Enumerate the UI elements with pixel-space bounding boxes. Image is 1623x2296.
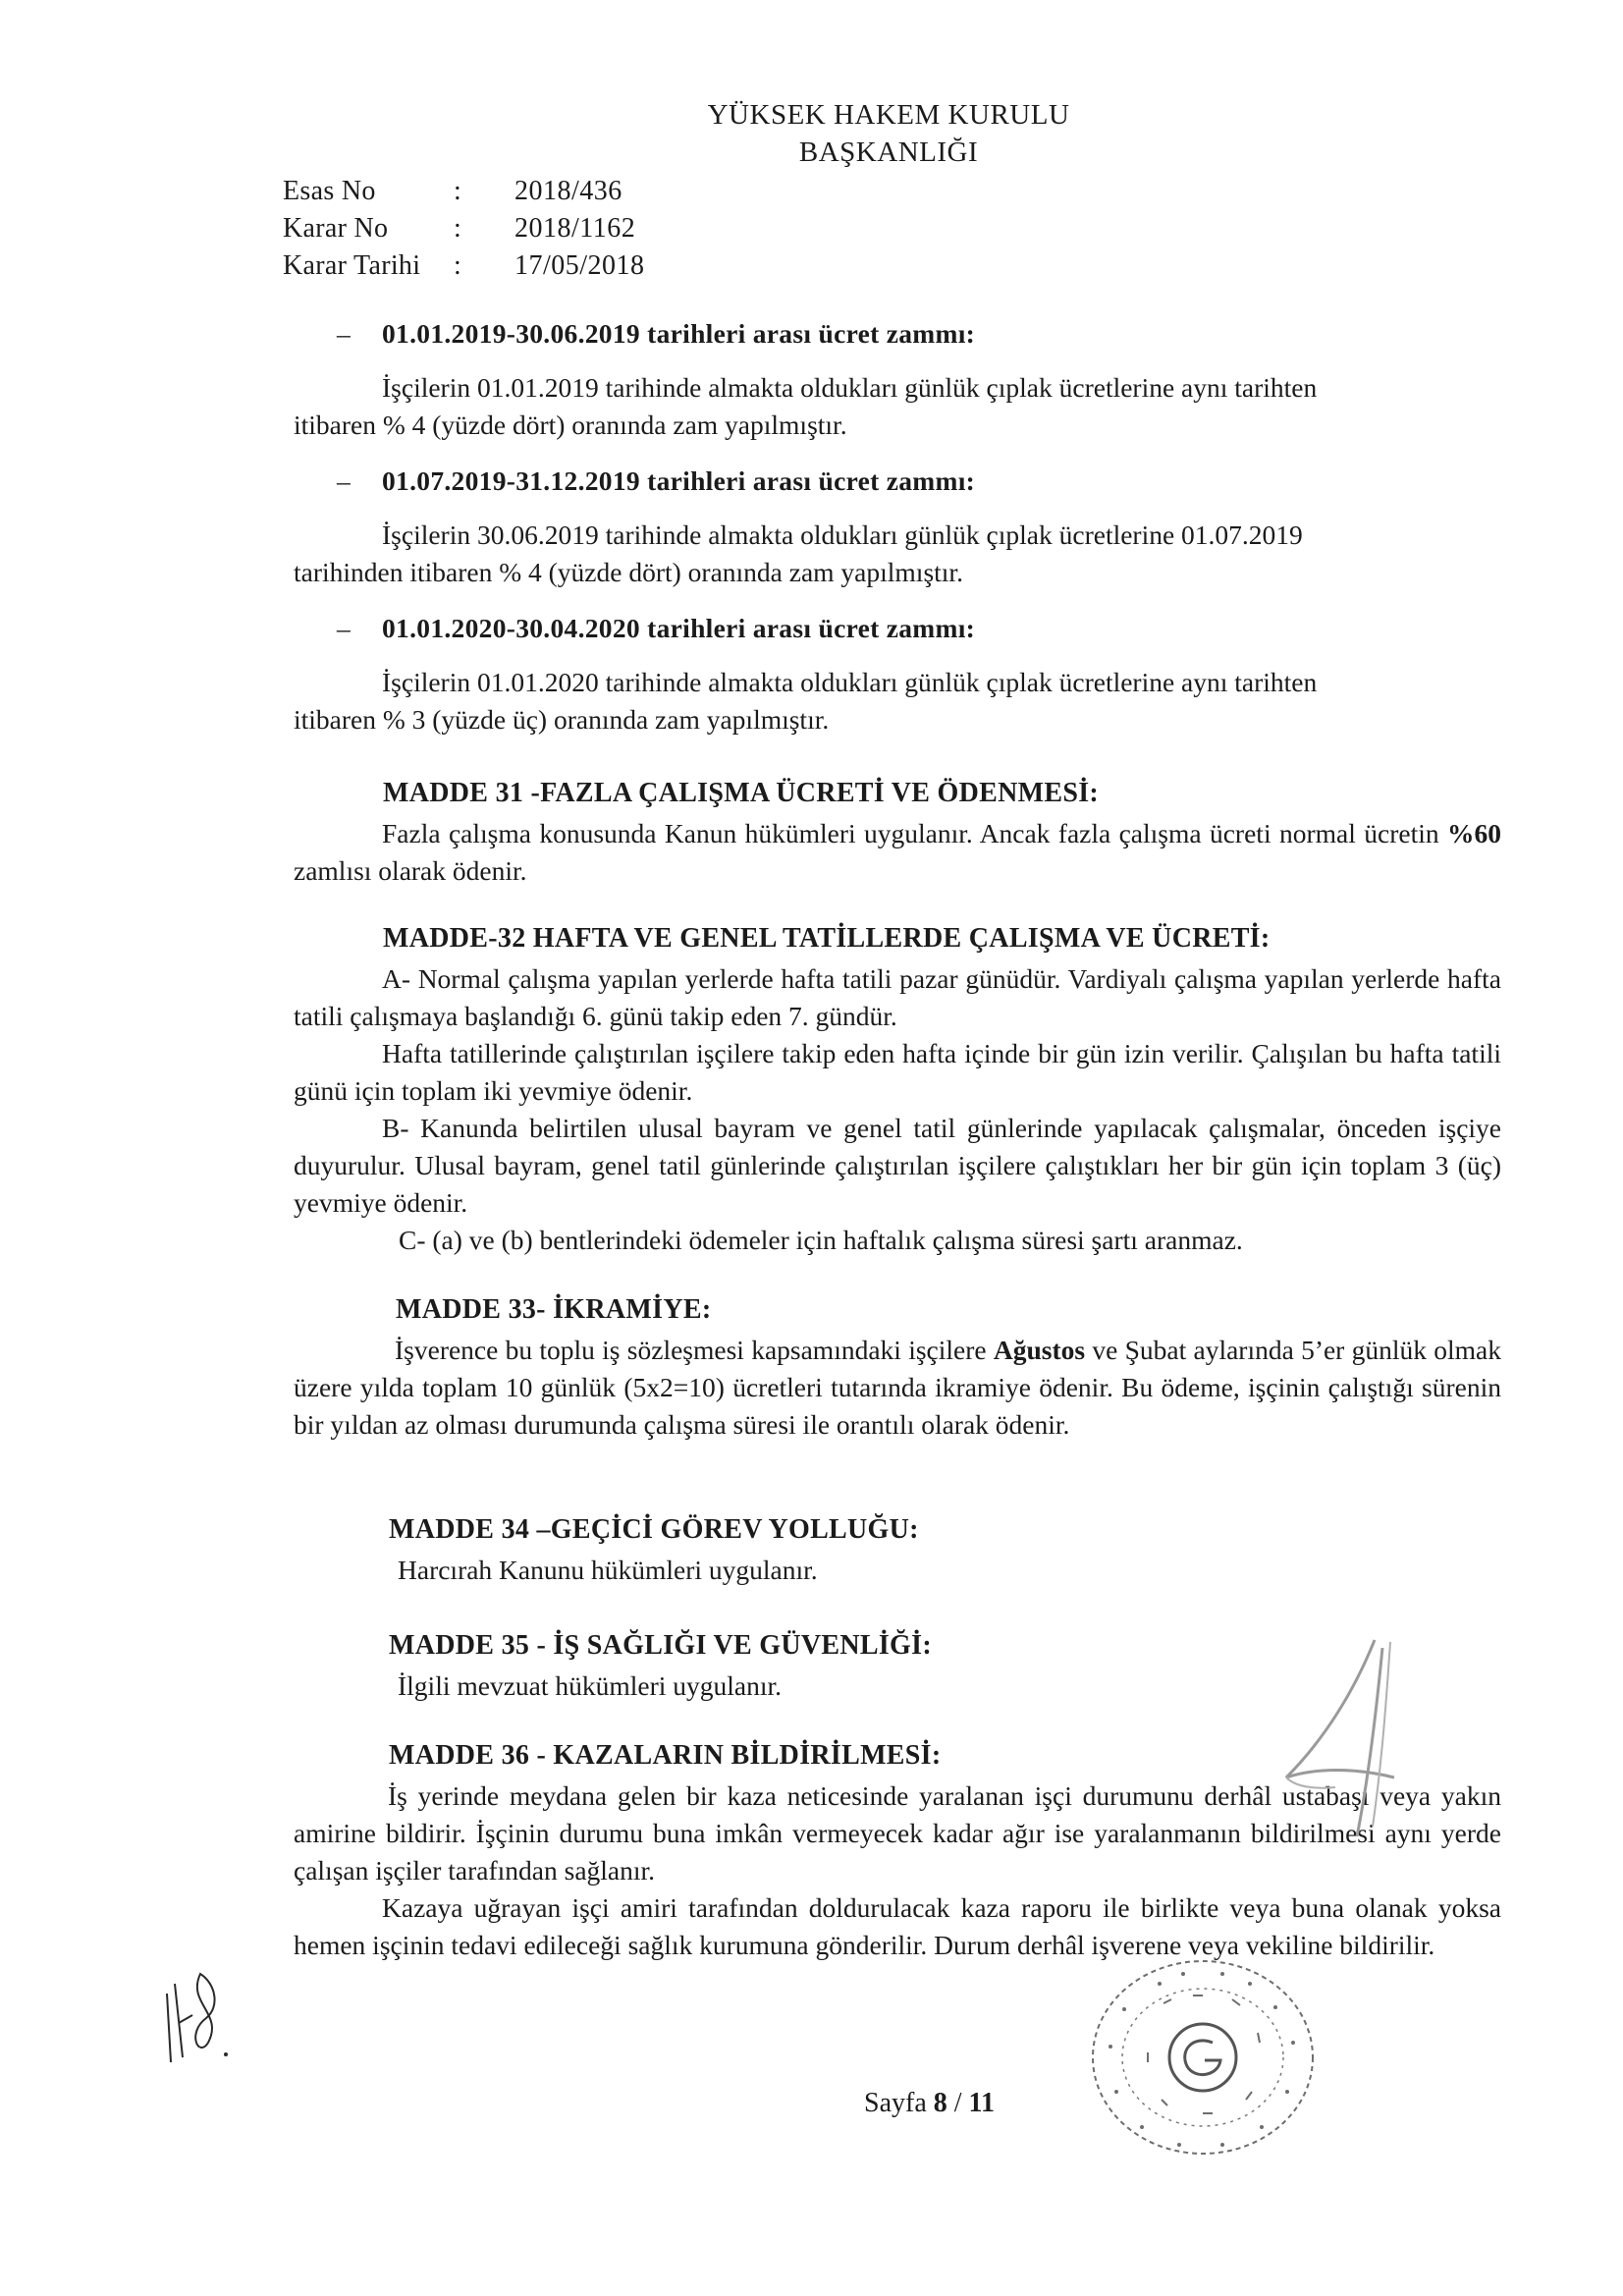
article-31-heading: MADDE 31 -FAZLA ÇALIŞMA ÜCRETİ VE ÖDENMESİ: bbox=[383, 778, 1100, 808]
raise-heading-text: 01.01.2019-30.06.2019 tarihleri arası ücret zammı: bbox=[382, 318, 976, 349]
meta-value: 2018/436 bbox=[514, 176, 622, 206]
case-meta bbox=[283, 173, 645, 285]
raise-heading-text: 01.01.2020-30.04.2020 tarihleri arası ücret zammı: bbox=[382, 613, 976, 643]
article-36-para-1: İş yerinde meydana gelen bir kaza neticesinde yaralanan işçi durumunu derhâl ustabaşı veya yakın amirine bildirir. İşçinin durumu buna imkân vermeyecek kadar ağır ise yaralanmanın bildirilmesi aynı yerde çalışan işçiler tarafından sağlanır. bbox=[294, 1780, 1501, 1886]
page-footer bbox=[864, 2088, 995, 2119]
institution-title-line1: YÜKSEK HAKEM KURULU bbox=[707, 99, 1070, 131]
meta-row-esas bbox=[283, 173, 645, 210]
dash: – bbox=[337, 465, 352, 496]
article-31-text bbox=[294, 815, 1501, 890]
article-33-heading: MADDE 33- İKRAMİYE: bbox=[396, 1294, 712, 1325]
article-33-text-b: ve Şubat aylarında 5’er günlük olmak üzere yılda toplam 10 günlük (5x2=10) ücretleri tutarında ikramiye ödenir. Bu ödeme, işçinin çalıştığı sürenin bir yıldan az olması durumunda çalışma süresi ile orantılı olarak ödenir. bbox=[294, 1335, 1501, 1440]
article-33-month: Ağustos bbox=[993, 1335, 1086, 1365]
page-footer-prefix: Sayfa bbox=[864, 2088, 934, 2118]
article-35-text: İlgili mevzuat hükümleri uygulanır. bbox=[398, 1670, 783, 1701]
raise-text-1b: itibaren % 4 (yüzde dört) oranında zam yapılmıştır. bbox=[294, 410, 847, 440]
article-32-heading: MADDE-32 HAFTA VE GENEL TATİLLERDE ÇALIŞMA VE ÜCRETİ: bbox=[383, 923, 1271, 954]
official-stamp bbox=[1065, 1944, 1330, 2170]
institution-title-line2: BAŞKANLIĞI bbox=[798, 137, 979, 168]
raise-text-3b: itibaren % 3 (yüzde üç) oranında zam yapılmıştır. bbox=[294, 704, 830, 735]
meta-row-tarih bbox=[283, 247, 645, 285]
page-total: 11 bbox=[968, 2088, 996, 2118]
meta-label: Karar Tarihi bbox=[283, 250, 421, 281]
raise-heading-text: 01.07.2019-31.12.2019 tarihleri arası ücret zammı: bbox=[382, 465, 976, 496]
meta-colon: : bbox=[454, 250, 461, 281]
article-35-heading: MADDE 35 - İŞ SAĞLIĞI VE GÜVENLİĞİ: bbox=[389, 1630, 932, 1661]
article-31-text-a: Fazla çalışma konusunda Kanun hükümleri uygulanır. Ancak fazla çalışma ücreti normal ücretin bbox=[382, 818, 1447, 848]
signature bbox=[1267, 1630, 1414, 1846]
article-31-text-b: zamlısı olarak ödenir. bbox=[294, 855, 527, 886]
dash: – bbox=[337, 613, 352, 643]
meta-row-karar bbox=[283, 210, 645, 247]
meta-label: Karar No bbox=[283, 213, 389, 244]
article-34-heading: MADDE 34 –GEÇİCİ GÖREV YOLLUĞU: bbox=[389, 1514, 919, 1545]
raise-heading-3 bbox=[337, 613, 975, 644]
page-number: 8 bbox=[933, 2088, 947, 2118]
institution-title bbox=[692, 96, 1085, 171]
meta-label: Esas No bbox=[283, 176, 376, 206]
article-34-text: Harcırah Kanunu hükümleri uygulanır. bbox=[398, 1555, 818, 1585]
raise-text-1a: İşçilerin 01.01.2019 tarihinde almakta oldukları günlük çıplak ücretlerine aynı tarihten bbox=[382, 372, 1318, 403]
meta-value: 17/05/2018 bbox=[514, 250, 645, 281]
article-32-para-b: B- Kanunda belirtilen ulusal bayram ve genel tatil günlerinde yapılacak çalışmalar, önceden işçiye duyurulur. Ulusal bayram, genel tatil günlerinde çalıştırılan işçilere çalıştıkları her bir gün için toplam 3 (üç) yevmiye ödenir. bbox=[294, 1113, 1501, 1218]
raise-heading-1 bbox=[337, 318, 975, 350]
raise-text-2b: tarihinden itibaren % 4 (yüzde dört) oranında zam yapılmıştır. bbox=[294, 557, 963, 587]
article-32-para-holiday: Hafta tatillerinde çalıştırılan işçilere takip eden hafta içinde bir gün izin verilir. Çalışılan bu hafta tatili günü için toplam iki yevmiye ödenir. bbox=[294, 1038, 1501, 1106]
article-31-rate: %60 bbox=[1447, 818, 1501, 848]
raise-text-2a: İşçilerin 30.06.2019 tarihinde almakta oldukları günlük çıplak ücretlerine 01.07.2019 bbox=[382, 519, 1303, 550]
article-32-para-a: A- Normal çalışma yapılan yerlerde hafta tatili pazar günüdür. Vardiyalı çalışma yapılan yerlerde hafta tatili çalışmaya başlandığı 6. günü takip eden 7. gündür. bbox=[294, 963, 1501, 1031]
meta-value: 2018/1162 bbox=[514, 213, 636, 244]
raise-text-3a: İşçilerin 01.01.2020 tarihinde almakta oldukları günlük çıplak ücretlerine aynı tarihten bbox=[382, 667, 1318, 697]
article-36-heading: MADDE 36 - KAZALARIN BİLDİRİLMESİ: bbox=[389, 1740, 942, 1771]
article-32-para-c: C- (a) ve (b) bentlerindeki ödemeler için haftalık çalışma süresi şartı aranmaz. bbox=[399, 1225, 1243, 1255]
article-33-text bbox=[294, 1332, 1501, 1444]
handwritten-page-number bbox=[157, 1964, 236, 2072]
article-36-para-2: Kazaya uğrayan işçi amiri tarafından doldurulacak kaza raporu ile birlikte veya buna olanak yoksa hemen işçinin tedavi edileceği sağlık kurumuna gönderilir. Durum derhâl işverene veya vekiline bildirilir. bbox=[294, 1892, 1501, 1960]
dash: – bbox=[337, 318, 352, 349]
article-33-text-a: İşverence bu toplu iş sözleşmesi kapsamındaki işçilere bbox=[395, 1335, 994, 1365]
page-footer-sep: / bbox=[947, 2088, 969, 2118]
meta-colon: : bbox=[454, 176, 461, 206]
meta-colon: : bbox=[454, 213, 461, 244]
raise-heading-2 bbox=[337, 465, 975, 497]
